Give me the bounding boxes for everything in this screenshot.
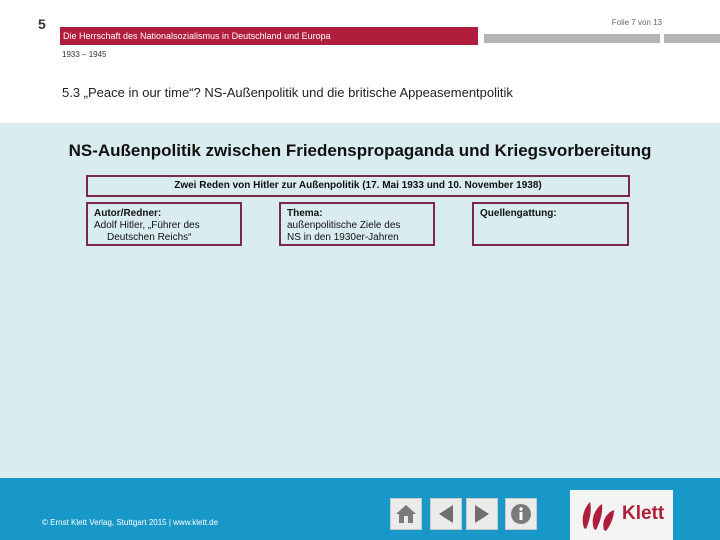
topic-label: Thema: — [287, 208, 323, 219]
topic-box — [279, 202, 435, 246]
author-line-1: Adolf Hitler, „Führer des — [94, 220, 200, 231]
slide-heading: NS-Außenpolitik zwischen Friedenspropaganda und Kriegsvorbereitung — [68, 141, 652, 160]
chapter-number: 5 — [38, 16, 46, 32]
klett-logo — [570, 490, 673, 540]
header-divider-right — [664, 34, 720, 43]
author-line-2: Deutschen Reichs“ — [107, 232, 192, 243]
chapter-title-bar — [60, 27, 478, 45]
slide-counter: Folie 7 von 13 — [611, 18, 662, 27]
forward-button[interactable] — [466, 498, 498, 530]
topic-line-2: NS in den 1930er-Jahren — [287, 232, 399, 243]
klett-logo-text: Klett — [622, 503, 665, 524]
back-button[interactable] — [430, 498, 462, 530]
info-button[interactable] — [505, 498, 537, 530]
source-type-box — [472, 202, 629, 246]
speeches-box: Zwei Reden von Hitler zur Außenpolitik (17. Mai 1933 und 10. November 1938) — [86, 175, 630, 197]
topic-line-1: außenpolitische Ziele des — [287, 220, 401, 231]
period-label: 1933 – 1945 — [62, 50, 107, 59]
forward-arrow-icon — [473, 504, 491, 524]
klett-clover-icon — [576, 498, 620, 534]
back-arrow-icon — [437, 504, 455, 524]
source-type-label: Quellengattung: — [480, 208, 557, 219]
chapter-title: Die Herrschaft des Nationalsozialismus in Deutschland und Europa — [63, 31, 331, 41]
author-box — [86, 202, 242, 246]
info-icon — [510, 503, 532, 525]
author-label: Autor/Redner: — [94, 208, 162, 219]
home-icon — [394, 503, 418, 525]
copyright: © Ernst Klett Verlag, Stuttgart 2015 | www.klett.de — [42, 518, 219, 527]
section-title: 5.3 „Peace in our time“? NS-Außenpolitik und die britische Appeasementpolitik — [62, 85, 513, 100]
home-button[interactable] — [390, 498, 422, 530]
header-divider — [484, 34, 660, 43]
